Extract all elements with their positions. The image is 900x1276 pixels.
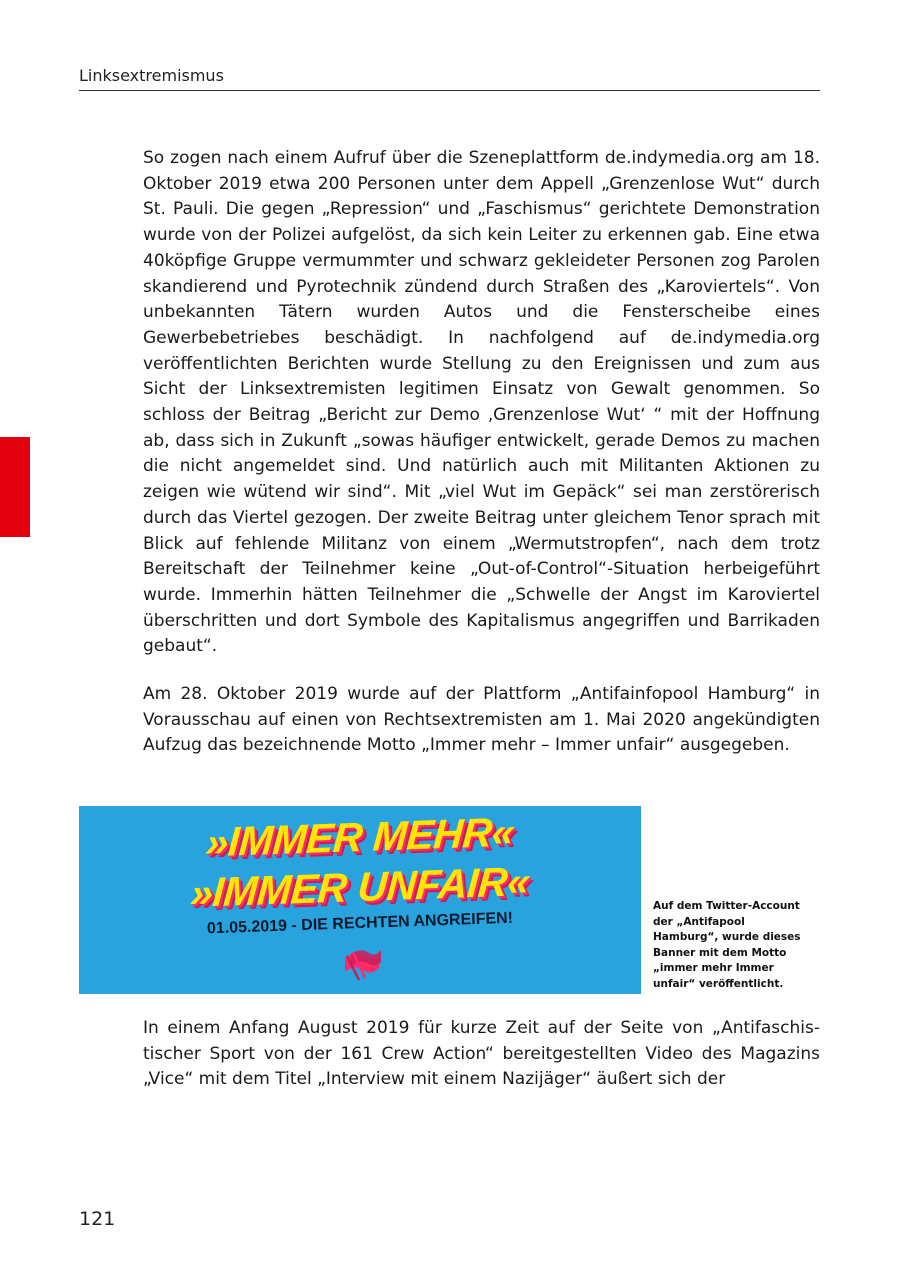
antifa-flag-icon <box>341 944 383 982</box>
image-caption: Auf dem Twitter-Account der „Antifapool Hamburg“, wurde dieses Banner mit dem Motto „immer mehr Immer unfair“ veröffentlicht. <box>653 900 801 990</box>
paragraph-2: Am 28. Oktober 2019 wurde auf der Plattform „Antifainfopool Hamburg“ in Vorausschau auf einen von Rechtsextremisten am 1. Mai 2020 angekündigten Aufzug das bezeichnende Motto „Immer mehr – Immer unfair“ ausgegeben. <box>143 684 820 756</box>
paragraph-1: So zogen nach einem Aufruf über die Szeneplattform de.indymedia.org am 18. Oktober 2019 etwa 200 Personen unter dem Appell „Grenzenlose Wut“ durch St. Pauli. Die gegen „Repression“ und „Faschismus“ gerichtete Demonstration wurde von der Polizei aufgelöst, da sich kein Leiter zu erkennen gab. Eine etwa 40köpfige Gruppe vermummter und schwarz gekleideter Personen zog Parolen skandierend und Pyrotechnik zündend durch Straßen des „Karoviertels“. Von unbekannten Tätern wurden Autos und die Fensterscheibe eines Gewerbebetriebes beschädigt. In nachfolgend auf de.indymedia.org veröffentlichten Berichten wurde Stellung zu den Ereignissen und zum aus Sicht der Linksextremisten legitimen Einsatz von Gewalt genommen. So schloss der Beitrag „Bericht zur Demo ‚Grenzenlose Wut‘ “ mit der Hoffnung ab, dass sich in Zukunft „sowas häufiger entwickelt, gerade Demos zu machen die nicht angemeldet sind. Und natürlich auch mit Militanten Aktionen zu zeigen wie wütend wir sind“. Mit „viel Wut im Gepäck“ sei man zerstörerisch durch das Viertel gezogen. Der zweite Beitrag unter gleichem Tenor sprach mit Blick auf fehlende Militanz von einem „Wermutstropfen“, nach dem trotz Bereitschaft der Teilnehmer keine „Out-of-Control“-Situation herbeigeführt wurde. Immerhin hätten Teilnehmer die „Schwelle der Angst im Karoviertel überschritten und dort Symbole des Kapitalismus angegriffen und Barrikaden gebaut“. <box>143 148 820 657</box>
chapter-marker <box>0 437 30 537</box>
banner-line-1: »IMMER MEHR« <box>204 808 516 866</box>
running-header: Linksextremismus <box>79 66 820 91</box>
banner-date-line: 01.05.2019 - DIE RECHTEN ANGREIFEN! <box>206 909 514 938</box>
banner-image <box>79 806 641 994</box>
banner-line-2: »IMMER UNFAIR« <box>188 858 532 916</box>
page-number: 121 <box>79 1208 116 1230</box>
paragraph-3: In einem Anfang August 2019 für kurze Zeit auf der Seite von „Antifaschistischer Sport von der 161 Crew Action“ bereitgestellten Video des Magazins „Vice“ mit dem Titel „Interview mit einem Nazijäger“ äußert sich der <box>143 1018 820 1090</box>
